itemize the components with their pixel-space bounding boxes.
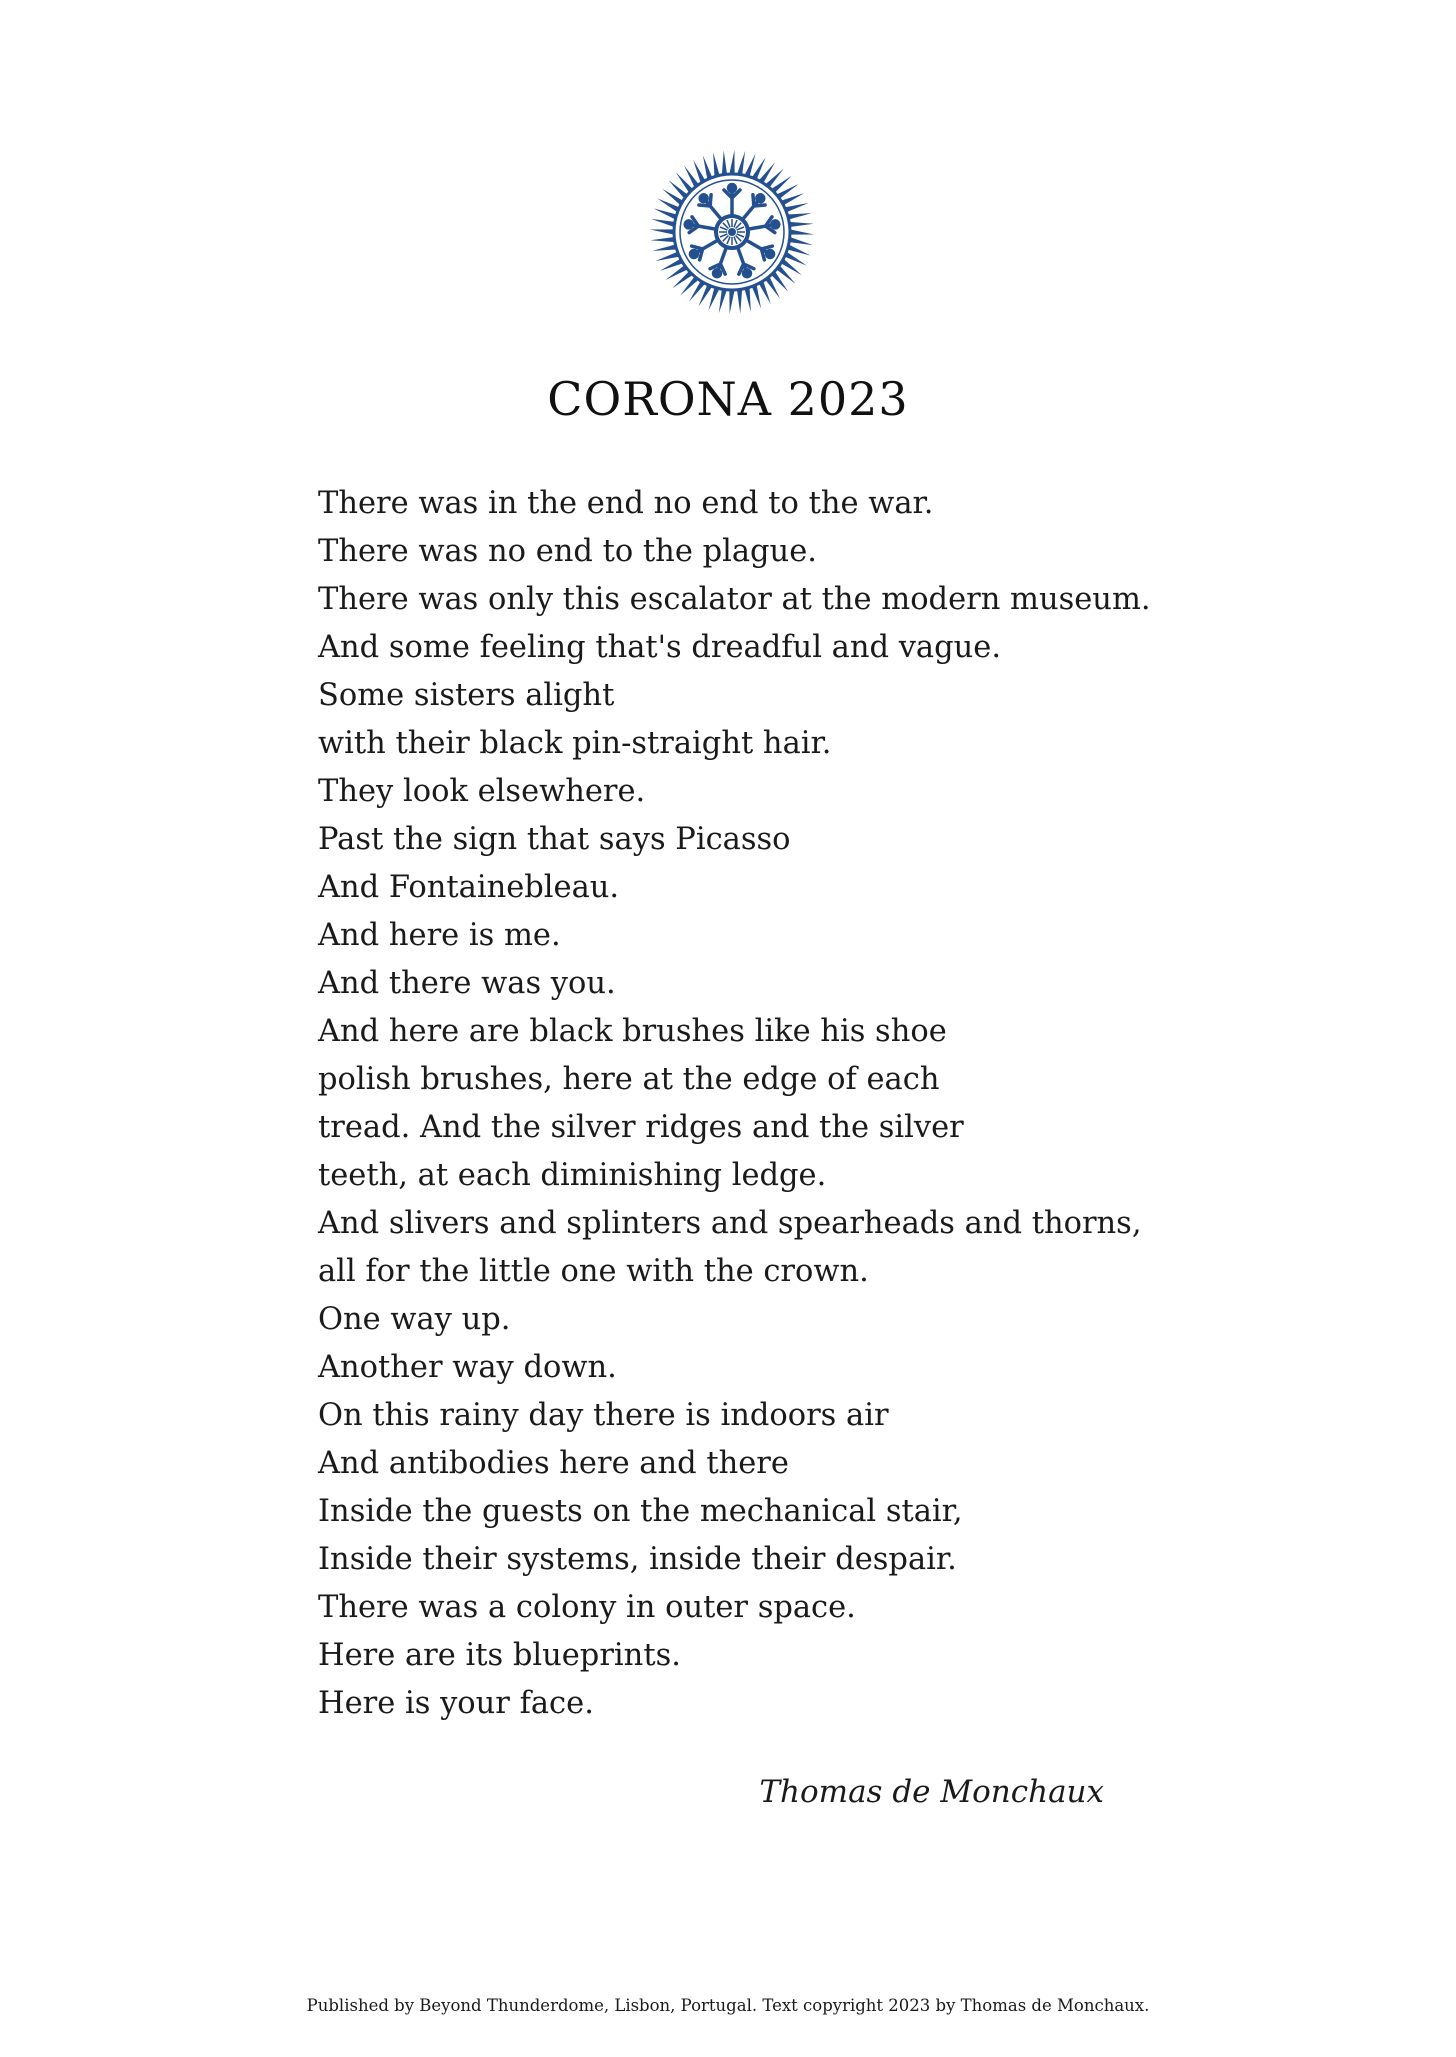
poem-line: There was a colony in outer space.: [318, 1590, 856, 1625]
poem-line: Past the sign that says Picasso: [318, 822, 791, 857]
poem-line: And here are black brushes like his shoe: [318, 1014, 947, 1049]
poem-line: And slivers and splinters and spearheads and thorns,: [318, 1206, 1142, 1241]
poem-line: There was in the end no end to the war.: [318, 486, 934, 521]
publication-footer: Published by Beyond Thunderdome, Lisbon, Portugal. Text copyright 2023 by Thomas de Monchaux.: [306, 1996, 1150, 2015]
poem-line: One way up.: [318, 1302, 511, 1337]
poem-line: And antibodies here and there: [318, 1446, 789, 1481]
poem-line: polish brushes, here at the edge of each: [318, 1062, 940, 1097]
poem-line: And there was you.: [318, 966, 616, 1001]
poem-line: There was no end to the plague.: [318, 534, 817, 569]
poem-line: On this rainy day there is indoors air: [318, 1398, 889, 1433]
poem-line: all for the little one with the crown.: [318, 1254, 869, 1289]
poem-line: And Fontainebleau.: [318, 870, 620, 905]
poem-author: Thomas de Monchaux: [759, 1774, 1104, 1810]
poem-body: [318, 480, 1151, 1728]
poem-line: teeth, at each diminishing ledge.: [318, 1158, 827, 1193]
poem-line: Inside their systems, inside their despair.: [318, 1542, 957, 1577]
poem-title: CORONA 2023: [547, 372, 909, 426]
poem-line: tread. And the silver ridges and the silver: [318, 1110, 964, 1145]
poem-line: Another way down.: [318, 1350, 617, 1385]
poem-line: Here is your face.: [318, 1686, 594, 1721]
poem-line: with their black pin-straight hair.: [318, 726, 832, 761]
poem-line: Inside the guests on the mechanical stair,: [318, 1494, 963, 1529]
poem-line: There was only this escalator at the modern museum.: [318, 582, 1151, 617]
poem-line: Here are its blueprints.: [318, 1638, 681, 1673]
floral-medallion-icon: [648, 148, 816, 316]
poem-line: And some feeling that's dreadful and vague.: [318, 630, 1002, 665]
poem-line: And here is me.: [318, 918, 561, 953]
poem-line: They look elsewhere.: [318, 774, 646, 809]
poem-line: Some sisters alight: [318, 678, 615, 713]
